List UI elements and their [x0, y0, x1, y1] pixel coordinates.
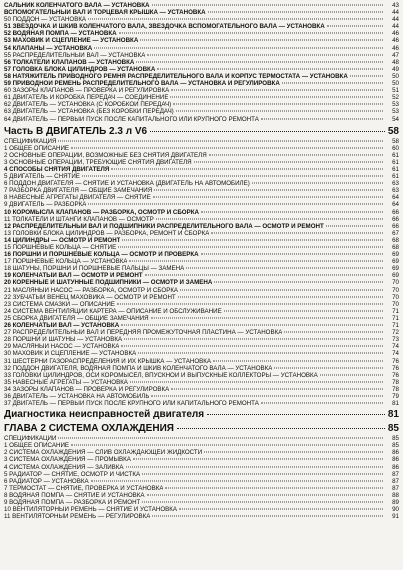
leader-dots	[171, 90, 383, 91]
leader-dots	[88, 204, 383, 205]
toc-entry	[4, 265, 399, 272]
heading-page: 81	[387, 409, 399, 421]
leader-dots	[152, 516, 383, 517]
toc-entry-title: 9 ВОДЯНАЯ ПОМПА — РАЗБОРКА И РЕМОНТ	[4, 499, 141, 506]
toc-section-cooling-system	[4, 435, 399, 520]
toc-entry-title: 18 ШАТУНЫ, ПОРШНИ И ПОРШНЕВЫЕ ПАЛЬЦЫ — ЗАМЕНА	[4, 265, 185, 273]
toc-entry-title: 3 СИСТЕМА ОХЛАЖДЕНИЯ — ПРОМЫВКА	[4, 456, 131, 464]
toc-entry-title: 2 ОСНОВНЫЕ ОПЕРАЦИИ, ВОЗМОЖНЫЕ БЕЗ СНЯТИЯ ДВИГАТЕЛЯ	[4, 151, 207, 159]
toc-entry-page: 87	[392, 470, 399, 478]
leader-dots	[211, 232, 383, 233]
leader-dots	[176, 111, 383, 112]
toc-entry-page: 68	[392, 236, 399, 244]
toc-entry-page: 86	[392, 463, 399, 471]
toc-entry	[4, 471, 399, 478]
toc-entry-title: 19 КОЛЕНЧАТЫЙ ВАЛ — ОСМОТР И РЕМОНТ	[4, 272, 143, 280]
leader-dots	[118, 247, 383, 248]
toc-entry-title: 21 МАСЛЯНЫЙ НАСОС — РАЗБОРКА, ОСМОТР И СБОРКА	[4, 286, 179, 294]
toc-entry	[4, 108, 399, 115]
toc-entry-title: 17 ПОРШНЕВЫЕ КОЛЬЦА — УСТАНОВКА	[4, 258, 128, 266]
toc-entry-title: СПЕЦИФИКАЦИЯ	[4, 137, 57, 145]
leader-dots	[58, 438, 383, 439]
toc-entry	[4, 258, 399, 265]
toc-entry	[4, 513, 399, 520]
toc-entry-page: 81	[392, 400, 399, 408]
toc-entry-title: 13 ГОЛОВКИ БЛОКА ЦИЛИНДРОВ — РАЗБОРКА, РЕМОНТ И СБОРКА	[4, 229, 210, 237]
toc-entry-title: 1 ОБЩЕЕ ОПИСАНИЕ	[4, 442, 70, 450]
leader-dots	[153, 197, 383, 198]
toc-entry-title: 26 КОЛЕНЧАТЫЙ ВАЛ — УСТАНОВКА	[4, 322, 120, 330]
toc-entry	[4, 237, 399, 244]
toc-entry-title: ВСПОМОГАТЕЛЬНЫЙ ВАЛ И ТОРЦЕВАЯ КРЫШКА — УСТАНОВКА	[4, 9, 206, 17]
toc-entry	[4, 80, 399, 87]
heading-title: Часть В ДВИГАТЕЛЬ 2.3 л V6	[4, 125, 148, 137]
toc-entry-page: 61	[392, 151, 399, 159]
toc-entry-page: 76	[392, 364, 399, 372]
toc-entry-page: 44	[392, 9, 399, 17]
toc-entry	[4, 101, 399, 108]
toc-entry-title: 59 ПРИВОДНОЙ РЕМЕНЬ РАСПРЕДЕЛИТЕЛЬНОГО ВАЛА — УСТАНОВКА И РЕГУЛИРОВКА	[4, 80, 280, 88]
toc-entry-title: 23 СИСТЕМА СМАЗКИ — ОПИСАНИЕ	[4, 300, 115, 308]
toc-entry-title: 35 НАВЕСНЫЕ АГРЕГАТЫ — УСТАНОВКА	[4, 378, 128, 386]
toc-entry	[4, 166, 399, 173]
leader-dots	[147, 494, 384, 495]
toc-entry-title: 51 ЗВЕЗДОЧКА И ШКИВ КОЛЕНЧАТОГО ВАЛА, ЗВЕЗДОЧКА ВСПОМОГАТЕЛЬНОГО ВАЛА — УСТАНОВКА	[4, 23, 325, 31]
toc-entry-page: 53	[392, 108, 399, 116]
toc-entry	[4, 52, 399, 59]
toc-entry-page: 49	[392, 65, 399, 73]
leader-dots	[121, 325, 383, 326]
leader-dots	[71, 445, 383, 446]
leader-dots	[142, 502, 383, 503]
leader-dots	[201, 211, 383, 212]
leader-dots	[142, 473, 383, 474]
toc-entry-title: 20 КОРЕННЫЕ И ШАТУННЫЕ ПОДШИПНИКИ — ОСМОТР И ЗАМЕНА	[4, 279, 213, 287]
toc-entry	[4, 116, 399, 123]
leader-dots	[177, 428, 385, 429]
toc-entry-title: 37 ДВИГАТЕЛЬ — ПЕРВЫЙ ПУСК ПОСЛЕ КРУПНОГО ИЛИ КАПИТАЛЬНОГО РЕМОНТА	[4, 400, 259, 408]
toc-entry	[4, 159, 399, 166]
leader-dots	[284, 332, 383, 333]
toc-entry-page: 88	[392, 491, 399, 499]
toc-entry	[4, 251, 399, 258]
toc-entry-page: 44	[392, 23, 399, 31]
toc-entry-page: 60	[392, 144, 399, 152]
leader-dots	[326, 225, 383, 226]
toc-entry-title: 11 ТОЛКАТЕЛИ И ШТАНГИ КЛАПАНОВ — ОСМОТР	[4, 215, 154, 223]
toc-entry-title: 31 ШЕСТЕРНИ ГАЗОРАСПРЕДЕЛЕНИЯ И ИХ КРЫШКА — УСТАНОВКА	[4, 357, 212, 365]
toc-entry-title: 34 ЗАЗОРЫ КЛАПАНОВ — ПРОВЕРКА И РЕГУЛИРОВКА	[4, 385, 170, 393]
toc-entry-page: 70	[392, 286, 399, 294]
toc-entry	[4, 294, 399, 301]
toc-entry-title: 58 НАТЯЖИТЕЛЬ ПРИВОДНОГО РЕМНЯ РАСПРЕДЕЛИТЕЛЬНОГО ВАЛА И КОРПУС ТЕРМОСТАТА — УСТАНОВКА	[4, 72, 348, 80]
toc-entry-page: 91	[392, 513, 399, 521]
toc-entry-page: 70	[392, 279, 399, 287]
toc-entry-title: 61 ДВИГАТЕЛЬ И КОРОБКА ПЕРЕДАЧ — СОЕДИНЕНИЕ	[4, 94, 169, 102]
toc-entry	[4, 9, 399, 16]
leader-dots	[214, 282, 383, 283]
toc-entry-title: 50 ПОДДОН — УСТАНОВКА	[4, 16, 87, 24]
leader-dots	[58, 140, 383, 141]
toc-entry-title: 3 ОСНОВНЫЕ ОПЕРАЦИИ, ТРЕБУЮЩИЕ СНЯТИЯ ДВИГАТЕЛЯ	[4, 158, 192, 166]
leader-dots	[327, 26, 383, 27]
toc-entry-title: 12 РАСПРЕДЕЛИТЕЛЬНЫЙ ВАЛ И ПОДШИПНИКИ РАСПРЕДЕЛИТЕЛЬНОГО ВАЛА — ОСМОТР И РЕМОНТ	[4, 222, 324, 230]
toc-entry-title: 60 ЗАЗОРЫ КЛАПАНОВ — ПРОВЕРКА И РЕГУЛИРОВКА	[4, 87, 170, 95]
heading-page: 85	[387, 423, 399, 435]
toc-entry-title: 9 ДВИГАТЕЛЬ — РАЗБОРКА	[4, 201, 87, 209]
toc-entry-page: 73	[392, 336, 399, 344]
toc-entry-title: 53 МАХОВИК И СЦЕПЛЕНИЕ — УСТАНОВКА	[4, 37, 139, 45]
toc-entry-title: 10 КОРОМЫСЛА КЛАПАНОВ — РАЗБОРКА, ОСМОТР И СБОРКА	[4, 208, 199, 216]
toc-entry	[4, 209, 399, 216]
toc-entry-title: 32 ПОДДОН ДВИГАТЕЛЯ, ВОДЯНАЯ ПОМПА И ШКИВ КОЛЕНЧАТОГО ВАЛА — УСТАНОВКА	[4, 364, 273, 372]
toc-entry	[4, 244, 399, 251]
toc-entry-page: 78	[392, 378, 399, 386]
toc-entry-title: 56 ТОЛКАТЕЛИ КЛАПАНОВ — УСТАНОВКА	[4, 58, 135, 66]
toc-entry-page: 78	[392, 385, 399, 393]
toc-entry-title: 24 СИСТЕМА ВЕНТИЛЯЦИИ КАРТЕРА — ОПИСАНИЕ И ОБСЛУЖИВАНИЕ	[4, 307, 222, 315]
toc-entry	[4, 223, 399, 230]
toc-entry-title: 6 ПОДДОН ДВИГАТЕЛЯ — СНЯТИЕ И УСТАНОВКА (ДВИГАТЕЛЬ НА АВТОМОБИЛЕ)	[4, 180, 250, 188]
toc-entry	[4, 45, 399, 52]
toc-entry-title: 54 КЛАПАНЫ — УСТАНОВКА	[4, 44, 93, 52]
toc-entry-page: 86	[392, 449, 399, 457]
toc-entry-title: 7 РАЗБОРКА ДВИГАТЕЛЯ — ОБЩИЕ ЗАМЕЧАНИЯ	[4, 187, 153, 195]
toc-entry-title: 4 СПОСОБЫ СНЯТИЯ ДВИГАТЕЛЯ	[4, 165, 110, 173]
toc-entry	[4, 499, 399, 506]
heading-page: 58	[387, 125, 399, 137]
toc-entry-title: 5 ДВИГАТЕЛЬ — СНЯТИЕ	[4, 173, 80, 181]
leader-dots	[147, 54, 383, 55]
toc-entry-page: 47	[392, 51, 399, 59]
toc-entry-page: 89	[392, 499, 399, 506]
leader-dots	[180, 289, 383, 290]
toc-entry	[4, 329, 399, 336]
leader-dots	[350, 75, 383, 76]
toc-entry	[4, 301, 399, 308]
toc-entry-title: 30 МАХОВИК И СЦЕПЛЕНИЕ — УСТАНОВКА	[4, 350, 137, 358]
toc-entry-title: 27 РАСПРЕДЕЛИТЕЛЬНЫЙ ВАЛ И ПЕРЕДНЯЯ ПРОМЕЖУТОЧНАЯ ПЛАСТИНА — УСТАНОВКА	[4, 329, 283, 337]
leader-dots	[152, 5, 384, 6]
toc-entry	[4, 400, 399, 407]
toc-entry-page: 86	[392, 456, 399, 464]
toc-entry-page: 69	[392, 272, 399, 280]
toc-entry-title: 62 ДВИГАТЕЛЬ — УСТАНОВКА (С КОРОБКОЙ ПЕРЕДАЧ)	[4, 101, 172, 109]
toc-entry-page: 68	[392, 244, 399, 251]
toc-entry-page: 61	[392, 173, 399, 181]
leader-dots	[88, 19, 383, 20]
toc-entry-page: 72	[392, 329, 399, 337]
toc-entry-title: 22 ЗУБЧАТЫЙ ВЕНЕЦ МАХОВИКА — ОСМОТР И РЕМОНТ	[4, 293, 176, 301]
toc-entry-page: 69	[392, 265, 399, 273]
toc-entry	[4, 16, 399, 23]
toc-entry-page: 69	[392, 251, 399, 259]
toc-entry	[4, 152, 399, 159]
leader-dots	[282, 83, 383, 84]
toc-entry	[4, 59, 399, 66]
toc-entry-page: 87	[392, 477, 399, 485]
toc-entry	[4, 393, 399, 400]
leader-dots	[165, 487, 383, 488]
toc-entry-title: 33 ГОЛОВКИ ЦИЛИНДРОВ, ОСИ КОРОМЫСЕЛ, ВПУСКНОЙ И ВЫПУСКНЫЕ КОЛЛЕКТОРЫ — УСТАНОВКА	[4, 371, 318, 379]
leader-dots	[209, 154, 383, 155]
toc-entry	[4, 435, 399, 442]
toc-entry	[4, 442, 399, 449]
toc-entry	[4, 365, 399, 372]
leader-dots	[140, 40, 383, 41]
toc-entry	[4, 187, 399, 194]
toc-entry	[4, 485, 399, 492]
leader-dots	[274, 367, 383, 368]
toc-entry-title: 36 ДВИГАТЕЛЬ — УСТАНОВКА НА АВТОМОБИЛЬ	[4, 392, 150, 400]
leader-dots	[156, 218, 383, 219]
toc-entry	[4, 138, 399, 145]
toc-entry-page: 48	[392, 58, 399, 66]
toc-entry	[4, 30, 399, 37]
toc-entry-title: 4 СИСТЕМА ОХЛАЖДЕНИЯ — ЗАЛИВКА	[4, 463, 124, 471]
toc-entry-page: 64	[392, 194, 399, 202]
toc-entry-page: 50	[392, 72, 399, 80]
leader-dots	[124, 339, 383, 340]
toc-entry	[4, 94, 399, 101]
leader-dots	[320, 374, 383, 375]
leader-dots	[91, 480, 383, 481]
toc-entry	[4, 23, 399, 30]
leader-dots	[213, 360, 383, 361]
toc-entry	[4, 279, 399, 286]
leader-dots	[151, 317, 383, 318]
toc-entry-page: 71	[392, 314, 399, 322]
leader-dots	[224, 310, 383, 311]
toc-entry-page: 87	[392, 484, 399, 492]
leader-dots	[129, 261, 383, 262]
toc-entry	[4, 216, 399, 223]
leader-dots	[94, 47, 383, 48]
toc-entry	[4, 230, 399, 237]
toc-entry-title: САЛЬНИК КОЛЕНЧАТОГО ВАЛА — УСТАНОВКА	[4, 2, 150, 9]
toc-entry-page: 44	[392, 16, 399, 24]
toc-entry	[4, 87, 399, 94]
heading-title: ГЛАВА 2 СИСТЕМА ОХЛАЖДЕНИЯ	[4, 423, 174, 435]
leader-dots	[208, 12, 383, 13]
toc-entry-page: 58	[392, 137, 399, 145]
toc-entry	[4, 194, 399, 201]
toc-entry-page: 79	[392, 392, 399, 400]
leader-dots	[171, 388, 383, 389]
toc-entry-page: 63	[392, 180, 399, 188]
leader-dots	[121, 346, 383, 347]
leader-dots	[154, 190, 383, 191]
toc-entry-title: 52 ВОДЯНАЯ ПОМПА — УСТАНОВКА	[4, 30, 117, 38]
toc-entry-page: 54	[392, 115, 399, 123]
leader-dots	[150, 131, 385, 132]
leader-dots	[252, 183, 383, 184]
heading-title: Диагностика неисправностей двигателя	[4, 409, 205, 421]
toc-section-v6-engine	[4, 138, 399, 408]
toc-entry-page: 67	[392, 229, 399, 237]
leader-dots	[170, 97, 383, 98]
toc-entry-page: 43	[392, 2, 399, 9]
toc-entry-page: 66	[392, 222, 399, 230]
leader-dots	[111, 168, 383, 169]
toc-entry-title: 6 РАДИАТОР — УСТАНОВКА	[4, 477, 89, 485]
leader-dots	[138, 353, 383, 354]
leader-dots	[186, 268, 383, 269]
leader-dots	[179, 509, 383, 510]
toc-entry-page: 76	[392, 371, 399, 379]
toc-entry-title: 29 МАСЛЯНЫЙ НАСОС — УСТАНОВКА	[4, 343, 120, 351]
toc-entry	[4, 379, 399, 386]
toc-entry	[4, 2, 399, 9]
toc-entry-title: 15 ПОРШНЕВЫЕ КОЛЬЦА — СНЯТИЕ	[4, 244, 117, 251]
toc-entry	[4, 350, 399, 357]
toc-entry-title: 16 ПОРШНИ И ПОРШНЕВЫЕ КОЛЬЦА — ОСМОТР И ПРОВЕРКА	[4, 251, 199, 259]
toc-entry-title: 1 ОБЩЕЕ ОПИСАНИЕ	[4, 144, 70, 152]
toc-entry	[4, 506, 399, 513]
toc-entry	[4, 201, 399, 208]
toc-entry-page: 71	[392, 322, 399, 330]
toc-entry-page: 61	[392, 165, 399, 173]
toc-entry-page: 74	[392, 350, 399, 358]
leader-dots	[157, 68, 383, 69]
leader-dots	[71, 147, 383, 148]
toc-entry	[4, 287, 399, 294]
toc-entry-page: 85	[392, 435, 399, 443]
toc-entry	[4, 272, 399, 279]
toc-entry	[4, 386, 399, 393]
leader-dots	[178, 296, 383, 297]
toc-entry-page: 53	[392, 101, 399, 109]
toc-entry-page: 74	[392, 343, 399, 351]
toc-entry-title: 8 НАВЕСНЫЕ АГРЕГАТЫ ДВИГАТЕЛЯ — СНЯТИЕ	[4, 194, 151, 202]
toc-entry	[4, 343, 399, 350]
toc-entry-page: 90	[392, 506, 399, 514]
leader-dots	[204, 452, 383, 453]
toc-entry-title: 8 ВОДЯНАЯ ПОМПА — СНЯТИЕ И УСТАНОВКА	[4, 491, 145, 499]
toc-entry-page: 63	[392, 187, 399, 195]
leader-dots	[194, 161, 383, 162]
toc-entry-title: 28 ПОРШНИ И ШАТУНЫ — УСТАНОВКА	[4, 336, 123, 344]
toc-entry-page: 70	[392, 300, 399, 308]
toc-entry-title: 11 ВЕНТИЛЯТОРНЫЙ РЕМЕНЬ — РЕГУЛИРОВКА	[4, 513, 151, 521]
toc-entry	[4, 322, 399, 329]
toc-entry-title: 25 СБОРКА ДВИГАТЕЛЯ — ОБЩИЕ ЗАМЕЧАНИЯ	[4, 314, 149, 322]
toc-entry	[4, 73, 399, 80]
toc-entry-title: 2 СИСТЕМА ОХЛАЖДЕНИЯ — СЛИВ ОХЛАЖДАЮЩЕЙ ЖИДКОСТИ	[4, 449, 203, 457]
toc-entry	[4, 372, 399, 379]
toc-entry	[4, 336, 399, 343]
toc-section-engine-assembly	[4, 2, 399, 123]
toc-heading-diagnostics	[4, 408, 399, 421]
toc-entry	[4, 492, 399, 499]
leader-dots	[261, 403, 383, 404]
leader-dots	[261, 118, 383, 119]
toc-entry-page: 51	[392, 87, 399, 95]
toc-entry-title: 7 ТЕРМОСТАТ — СНЯТИЕ, ПРОВЕРКА И УСТАНОВКА	[4, 484, 164, 492]
leader-dots	[173, 104, 383, 105]
toc-entry	[4, 145, 399, 152]
leader-dots	[201, 254, 383, 255]
toc-entry	[4, 308, 399, 315]
toc-entry-page: 64	[392, 201, 399, 209]
toc-entry	[4, 456, 399, 463]
toc-entry	[4, 180, 399, 187]
toc-entry-page: 52	[392, 94, 399, 102]
toc-entry-page: 46	[392, 30, 399, 38]
toc-entry-page: 70	[392, 293, 399, 301]
leader-dots	[117, 303, 383, 304]
leader-dots	[126, 466, 383, 467]
toc-entry	[4, 66, 399, 73]
leader-dots	[133, 459, 383, 460]
leader-dots	[119, 33, 383, 34]
toc-entry-title: 64 ДВИГАТЕЛЬ — ПЕРВЫЙ ПУСК ПОСЛЕ КАПИТАЛЬНОГО ИЛИ КРУПНОГО РЕМОНТА	[4, 115, 259, 123]
leader-dots	[136, 61, 383, 62]
toc-entry-page: 46	[392, 37, 399, 45]
toc-entry-title: 5 РАДИАТОР — СНЯТИЕ, ОСМОТР И ЧИСТКА	[4, 470, 141, 478]
toc-entry	[4, 37, 399, 44]
toc-entry-page: 66	[392, 215, 399, 223]
toc-entry-page: 69	[392, 258, 399, 266]
toc-heading-part-b	[4, 125, 399, 138]
leader-dots	[122, 239, 383, 240]
leader-dots	[82, 176, 383, 177]
toc-entry-title: 57 ГОЛОВКА БЛОКА ЦИЛИНДРОВ — УСТАНОВКА	[4, 65, 156, 73]
toc-entry-page: 46	[392, 44, 399, 52]
toc-entry-title: 63 ДВИГАТЕЛЬ — УСТАНОВКА (БЕЗ КОРОБКИ ПЕРЕДАЧ)	[4, 108, 174, 116]
leader-dots	[207, 414, 385, 415]
toc-entry-page: 61	[392, 158, 399, 166]
toc-entry	[4, 358, 399, 365]
leader-dots	[151, 395, 383, 396]
toc-entry	[4, 478, 399, 485]
toc-entry-title: СПЕЦИФИКАЦИИ	[4, 435, 57, 443]
toc-entry	[4, 315, 399, 322]
toc-entry	[4, 449, 399, 456]
toc-entry-page: 71	[392, 307, 399, 315]
toc-entry-page: 66	[392, 208, 399, 216]
toc-entry-page: 85	[392, 442, 399, 450]
toc-entry	[4, 173, 399, 180]
toc-entry-title: 10 ВЕНТИЛЯТОРНЫЙ РЕМЕНЬ — СНЯТИЕ И УСТАНОВКА	[4, 506, 178, 514]
toc-heading-chapter-2	[4, 422, 399, 435]
toc-entry-page: 50	[392, 80, 399, 88]
leader-dots	[130, 381, 383, 382]
leader-dots	[145, 275, 383, 276]
toc-entry-title: 55 РАСПРЕДЕЛИТЕЛЬНЫЙ ВАЛ — УСТАНОВКА	[4, 51, 146, 59]
toc-entry-title: 14 ЦИЛИНДРЫ — ОСМОТР И РЕМОНТ	[4, 236, 121, 244]
toc-entry	[4, 464, 399, 471]
toc-entry-page: 76	[392, 357, 399, 365]
